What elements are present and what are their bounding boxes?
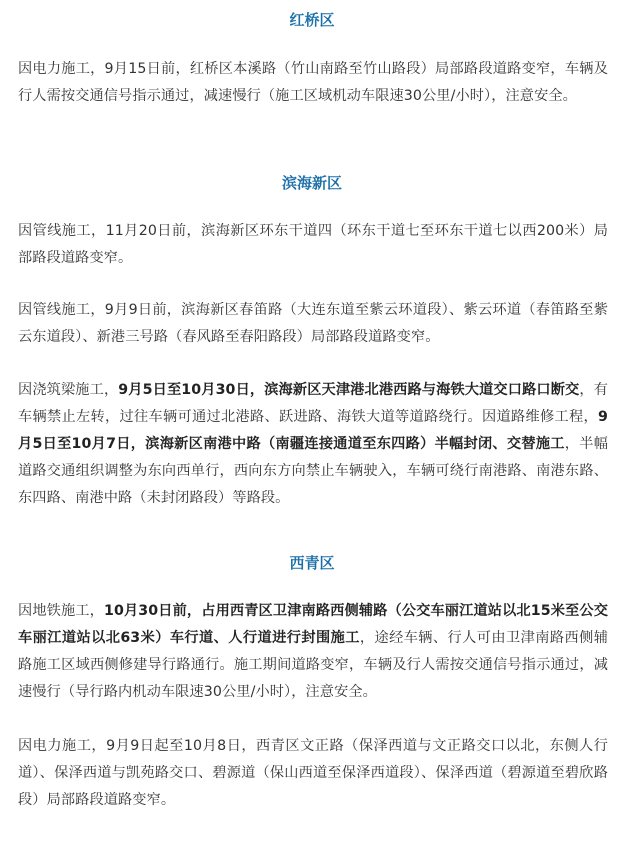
notice-paragraph — [18, 598, 608, 706]
notice-paragraph — [18, 56, 608, 110]
notice-text: ，有车辆禁止左转，过往车辆可通过北港路、跃进路、海铁大道等道路绕行。因道路维修工程， — [18, 382, 609, 425]
notice-highlight: 10月30日前，占用西青区卫津南路西侧辅路（公交车丽江道站以北15米至公交车丽江道站以北63米）车行道、人行道进行封围施工 — [18, 603, 608, 646]
notice-paragraph — [18, 377, 608, 512]
notice-text: 因管线施工，9月9日前，滨海新区春笛路（大连东道至紫云环道段）、紫云环道（春笛路至紫云东道段）、新港三号路（春风路至春阳路段）局部路段道路变窄。 — [18, 302, 608, 345]
notice-highlight: 9月5日至10月7日，滨海新区南港中路（南疆连接通道至东四路）半幅封闭、交替施工 — [18, 409, 608, 452]
section-heading-hongqiao: 红桥区 — [289, 11, 335, 29]
notice-text: ，半幅道路交通组织调整为东向西单行，西向东方向禁止车辆驶入，车辆可绕行南港路、南港东路、东四路、南港中路（未封闭路段）等路段。 — [18, 436, 608, 506]
notice-paragraph — [18, 733, 608, 814]
section-heading-xiqing: 西青区 — [289, 554, 335, 572]
notice-paragraph — [18, 218, 608, 272]
notice-paragraph — [18, 297, 608, 351]
notice-text: ，途经车辆、行人可由卫津南路西侧辅路施工区域西侧修建导行路通行。施工期间道路变窄，车辆及行人需按交通信号指示通过，减速慢行（导行路内机动车限速30公里/小时），注意安全。 — [18, 630, 608, 700]
section-heading-binhai: 滨海新区 — [281, 174, 342, 192]
notice-text: 因管线施工，11月20日前，滨海新区环东干道四（环东干道七至环东干道七以西200米）局部路段道路变窄。 — [18, 223, 608, 266]
notice-text: 因电力施工，9月9日起至10月8日，西青区文正路（保泽西道与文正路交口以北，东侧人行道）、保泽西道与凯苑路交口、碧源道（保山西道至保泽西道段）、保泽西道（碧源道至碧欣路段）局部路段道路变窄。 — [18, 738, 608, 808]
notice-text: 因浇筑梁施工， — [18, 382, 119, 398]
notice-text: 因地铁施工， — [18, 603, 104, 619]
notice-highlight: 9月5日至10月30日，滨海新区天津港北港西路与海铁大道交口路口断交 — [118, 382, 580, 398]
notice-text: 因电力施工，9月15日前，红桥区本溪路（竹山南路至竹山路段）局部路段道路变窄，车辆及行人需按交通信号指示通过，减速慢行（施工区域机动车限速30公里/小时），注意安全。 — [18, 61, 608, 104]
